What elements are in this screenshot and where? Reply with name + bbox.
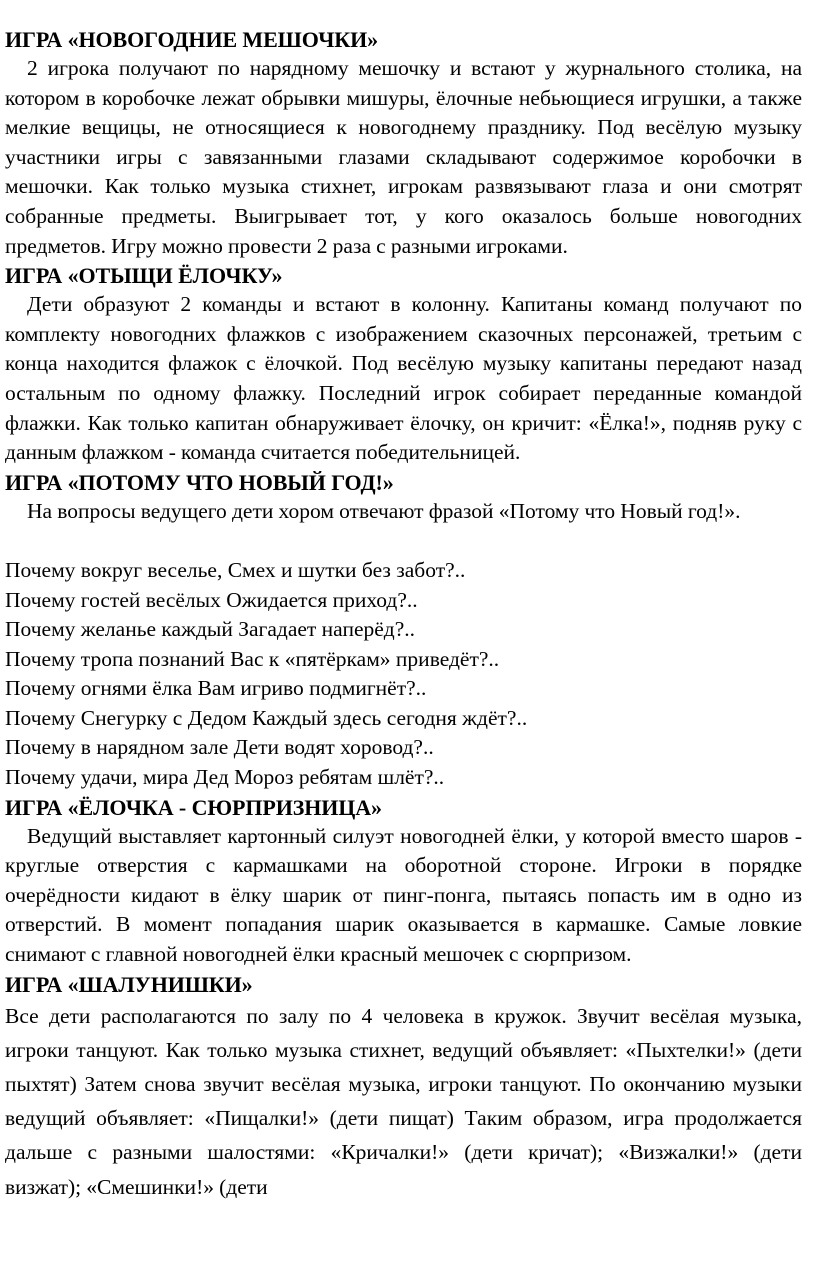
section-otyshchi-elochku [5,261,802,468]
list-item: Почему вокруг веселье, Смех и шутки без забот?.. [5,557,466,582]
list-item: Почему гостей весёлых Ожидается приход?.. [5,587,418,612]
section-heading: ИГРА «ЁЛОЧКА - СЮРПРИЗНИЦА» [5,794,382,820]
list-item: Почему огнями ёлка Вам игриво подмигнёт?.. [5,676,427,701]
list-item: Почему Снегурку с Дедом Каждый здесь сегодня ждёт?.. [5,705,528,730]
section-heading: ИГРА «ПОТОМУ ЧТО НОВЫЙ ГОД!» [5,469,394,495]
list-item: Почему тропа познаний Вас к «пятёркам» приведёт?.. [5,646,500,671]
section-body: Ведущий выставляет картонный силуэт новогодней ёлки, у которой вместо шаров - круглые отверстия с кармашками на оборотной стороне. Игроки в порядке очерёдности кидают в ёлку шарик от пинг-понга, пытаясь попасть им в одно из отверстий. В момент попадания шарик оказывается в кармашке. Самые ловкие снимают с главной новогодней ёлки красный мешочек с сюрпризом. [5,823,802,967]
section-body: Все дети располагаются по залу по 4 человека в кружок. Звучит весёлая музыка, игроки танцуют. Как только музыка стихнет, ведущий объявляет: «Пыхтелки!» (дети пыхтят) Затем снова звучит весёлая музыка, игроки танцуют. По окончанию музыки ведущий объявляет: «Пищалки!» (дети пищат) Таким образом, игра продолжается дальше с разными шалостями: «Кричалки!» (дети кричат); «Визжалки!» (дети визжат); «Смешинки!» (дети [5,1003,802,1199]
section-heading: ИГРА «ШАЛУНИШКИ» [5,971,253,997]
section-potomu-chto-novyy-god [5,468,802,527]
section-heading: ИГРА «ОТЫЩИ ЁЛОЧКУ» [5,263,283,289]
blank-line [5,526,802,556]
section-body: 2 игрока получают по нарядному мешочку и встают у журнального столика, на котором в коробочке лежат обрывки мишуры, ёлочные небьющиеся игрушки, а также мелкие вещицы, не относящиеся к новогоднему празднику. Под весёлую музыку участники игры с завязанными глазами складывают содержимое коробочки в мешочки. Как только музыка стихнет, игрокам развязывают глаза и они смотрят собранные предметы. Выигрывает тот, у кого оказалось больше новогодних предметов. Игру можно провести 2 раза с разными игроками. [5,56,802,258]
list-item: Почему в нарядном зале Дети водят хоровод?.. [5,735,434,760]
list-item: Почему удачи, мира Дед Мороз ребятам шлёт?.. [5,765,445,790]
section-body: На вопросы ведущего дети хором отвечают фразой «Потому что Новый год!». [27,498,741,523]
section-novogodnie-meshochki [5,25,802,261]
section-body: Дети образуют 2 команды и встают в колонну. Капитаны команд получают по комплекту новогодних флажков с изображением сказочных персонажей, третьим с конца находится флажок с ёлочкой. Под весёлую музыку капитаны передают назад остальным по одному флажку. Последний игрок собирает переданные командой флажки. Как только капитан обнаруживает ёлочку, он кричит: «Ёлка!», подняв руку с данным флажком - команда считается победительницей. [5,292,802,465]
section-shalunishki [5,970,802,1204]
section-elochka-syurprizitsa [5,793,802,970]
question-list [5,556,802,793]
list-item: Почему желанье каждый Загадает наперёд?.. [5,617,416,642]
section-heading: ИГРА «НОВОГОДНИЕ МЕШОЧКИ» [5,27,379,52]
